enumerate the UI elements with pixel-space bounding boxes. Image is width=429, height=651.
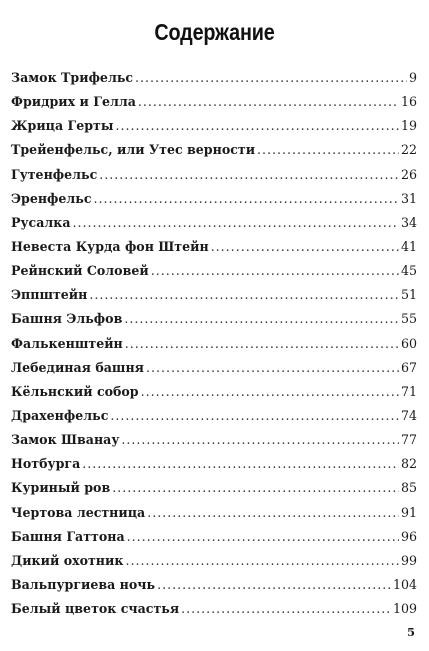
toc-entry-title: Кёльнский собор (11, 383, 139, 399)
toc-entry (11, 501, 417, 525)
toc-entry-title: Башня Эльфов (11, 311, 123, 327)
dot-leader (94, 187, 399, 211)
toc-entry-page: 71 (400, 383, 417, 399)
dot-leader (110, 404, 399, 428)
toc-entry-title: Трейенфельс, или Утес верности (11, 142, 256, 158)
dot-leader (135, 66, 407, 90)
toc-entry-title: Жрица Герты (11, 118, 114, 134)
toc-entry (11, 380, 417, 404)
toc-entry-page: 96 (400, 528, 417, 544)
toc-entry-page: 77 (400, 432, 417, 448)
dot-leader (124, 307, 399, 331)
table-of-contents (11, 66, 417, 621)
toc-entry-page: 82 (400, 456, 417, 472)
toc-entry-title: Гутенфельс (11, 166, 98, 182)
toc-entry (11, 163, 417, 187)
dot-leader (89, 283, 399, 307)
toc-entry (11, 66, 417, 90)
dot-leader (82, 452, 399, 476)
toc-entry-title: Эппштейн (11, 287, 88, 303)
toc-entry-title: Невеста Курда фон Штейн (11, 238, 209, 254)
toc-entry (11, 332, 417, 356)
toc-entry-title: Куриный ров (11, 480, 111, 496)
toc-entry-title: Лебединая башня (11, 359, 144, 375)
toc-entry-page: 45 (400, 263, 417, 279)
toc-entry-page: 41 (400, 238, 417, 254)
toc-entry-title: Фридрих и Гелла (11, 94, 136, 110)
toc-entry-title: Вальпургиева ночь (11, 576, 156, 592)
dot-leader (211, 235, 399, 259)
toc-entry-page: 19 (400, 118, 417, 134)
toc-entry (11, 114, 417, 138)
toc-entry (11, 283, 417, 307)
toc-entry-title: Нотбурга (11, 456, 81, 472)
dot-leader (125, 332, 399, 356)
dot-leader (73, 211, 399, 235)
toc-entry-page: 26 (400, 166, 417, 182)
toc-entry (11, 187, 417, 211)
toc-entry-page: 9 (408, 70, 417, 85)
toc-entry-page: 60 (400, 335, 417, 351)
toc-entry-page: 51 (400, 287, 417, 303)
toc-entry-title: Дикий охотник (11, 552, 124, 568)
toc-entry-page: 104 (392, 576, 417, 592)
dot-leader (151, 259, 399, 283)
toc-entry (11, 404, 417, 428)
dot-leader (181, 597, 391, 621)
dot-leader (115, 114, 399, 138)
toc-entry-title: Рейнский Соловей (11, 263, 149, 279)
toc-entry-title: Замок Трифельс (11, 70, 134, 85)
toc-entry-page: 85 (400, 480, 417, 496)
toc-entry-page: 16 (400, 94, 417, 110)
toc-entry-title: Эренфельс (11, 190, 92, 206)
toc-entry (11, 597, 417, 621)
toc-entry (11, 90, 417, 114)
page-title: Содержание (154, 19, 275, 46)
dot-leader (138, 90, 399, 114)
toc-entry (11, 573, 417, 597)
toc-entry-page: 55 (400, 311, 417, 327)
toc-entry-page: 109 (392, 601, 417, 617)
toc-entry-title: Белый цветок счастья (11, 601, 180, 617)
toc-entry (11, 525, 417, 549)
toc-entry (11, 307, 417, 331)
dot-leader (257, 138, 399, 162)
toc-entry (11, 259, 417, 283)
dot-leader (121, 428, 399, 452)
toc-entry-title: Чертова лестница (11, 504, 146, 520)
toc-entry-page: 91 (400, 504, 417, 520)
toc-entry-page: 22 (400, 142, 417, 158)
dot-leader (125, 549, 399, 573)
toc-entry (11, 549, 417, 573)
toc-entry-page: 34 (400, 214, 417, 230)
toc-entry (11, 211, 417, 235)
toc-entry-page: 99 (400, 552, 417, 568)
toc-entry-page: 74 (400, 407, 417, 423)
dot-leader (127, 525, 399, 549)
page-number: 5 (406, 625, 415, 639)
toc-entry (11, 138, 417, 162)
toc-entry (11, 356, 417, 380)
toc-entry (11, 235, 417, 259)
dot-leader (141, 380, 399, 404)
toc-entry-title: Замок Шванау (11, 432, 120, 448)
toc-entry-title: Драхенфельс (11, 407, 109, 423)
toc-entry-title: Русалка (11, 214, 71, 230)
toc-entry (11, 476, 417, 500)
dot-leader (112, 476, 399, 500)
toc-entry-title: Башня Гаттона (11, 528, 125, 544)
toc-entry-page: 67 (400, 359, 417, 375)
toc-entry-title: Фалькенштейн (11, 335, 123, 351)
dot-leader (157, 573, 391, 597)
dot-leader (147, 501, 399, 525)
toc-entry (11, 428, 417, 452)
toc-entry (11, 452, 417, 476)
toc-entry-page: 31 (400, 190, 417, 206)
dot-leader (146, 356, 399, 380)
dot-leader (99, 163, 399, 187)
